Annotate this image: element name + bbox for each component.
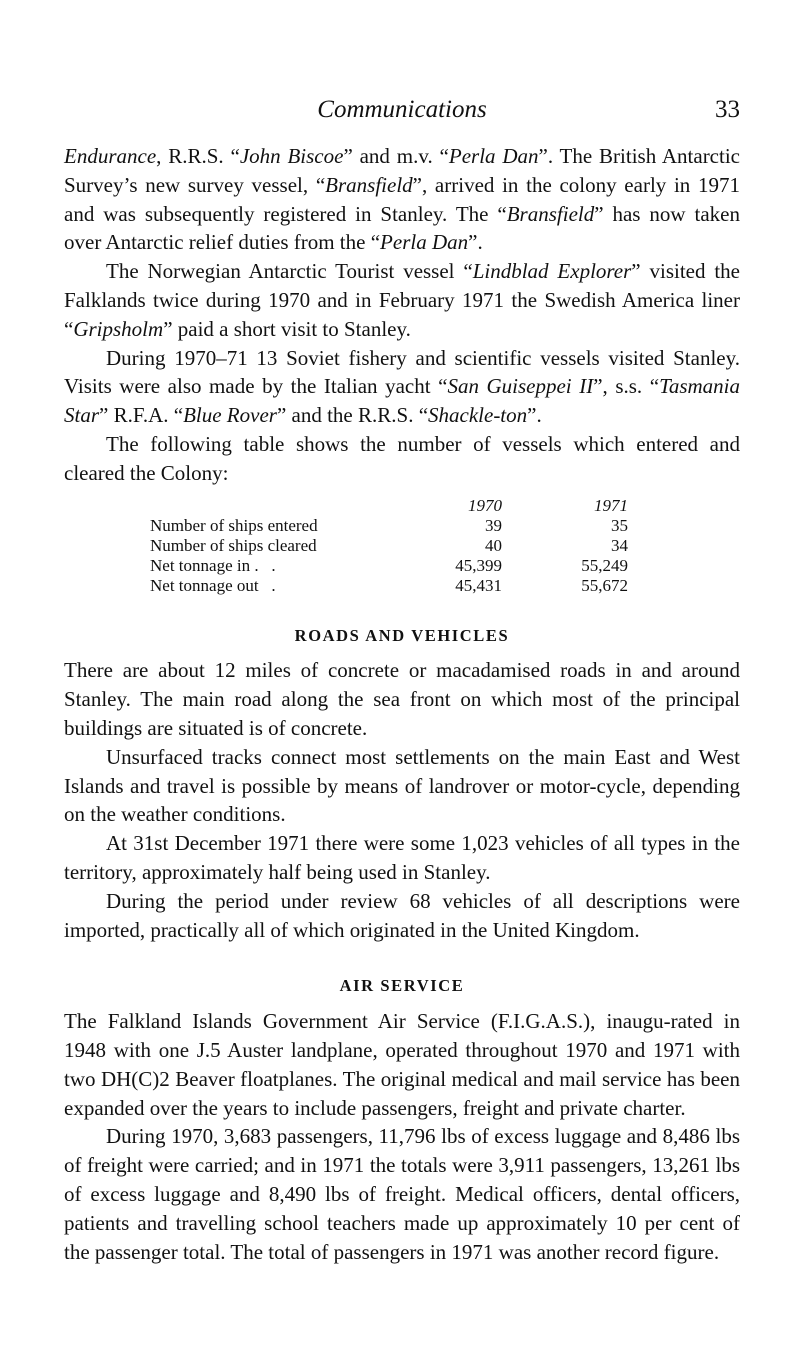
paragraph-air-2: During 1970, 3,683 passengers, 11,796 lbs of excess luggage and 8,486 lbs of freight were carried; and in 1971 the totals were 3,911 passengers, 13,261 lbs of excess luggage and 8,490 lbs of freight. Medical officers, dental officers, patients and travelling school teachers made up approximately 10 per cent of the passenger total. The total of passengers in 1971 was another record figure. — [64, 1124, 740, 1264]
paragraph-roads-1: There are about 12 miles of concrete or macadamised roads in and around Stanley. The main road along the sea front on which most of the principal buildings are situated is of concrete. — [64, 658, 740, 740]
text-run: During 1970–71 13 Soviet fishery and scientific vessels visited Stanley. Visits were also made by the Italian yacht “ — [64, 345, 740, 399]
table-header-row — [150, 496, 628, 516]
ship-name: Lindblad Explorer — [472, 259, 632, 284]
text-run: ”. — [468, 230, 483, 255]
cell-1970: 40 — [485, 535, 502, 555]
text-run: ” R.F.A. “ — [99, 403, 184, 428]
paragraph-roads-2: Unsurfaced tracks connect most settlements on the main East and West Islands and travel is possible by means of landrover or motor-cycle, depending on the weather conditions. — [64, 744, 740, 827]
text-run: , R.R.S. “ — [156, 144, 240, 168]
text-run: ” and the R.R.S. “ — [276, 403, 429, 428]
row-label: Number of ships entered — [150, 515, 318, 535]
text-run: ”, arrived in the colony early in 1971 and was subsequently registered in Stanley. The “ — [64, 172, 741, 226]
ship-name: Bransfield — [325, 172, 413, 197]
ship-name: Perla Dan — [448, 144, 539, 168]
cell-1971: 55,672 — [581, 575, 628, 595]
ship-name: Gripsholm — [73, 316, 164, 341]
text-run: ” has now taken over Antarctic relief duties from the “ — [64, 201, 740, 255]
table-row — [150, 556, 628, 576]
row-label: Net tonnage out . — [150, 575, 276, 595]
column-header-1971: 1971 — [594, 495, 628, 515]
ship-name: Blue Rover — [183, 403, 277, 428]
text-run: ”, s.s. “ — [593, 374, 660, 399]
vessels-table — [150, 496, 628, 596]
paragraph-air-1: The Falkland Islands Government Air Service (F.I.G.A.S.), inaugu-rated in 1948 with one J.5 Auster landplane, operated throughout 1970 and 1971 with two DH(C)2 Beaver floatplanes. The original medical and mail service has been expanded over the years to include passengers, freight and private charter. — [64, 1009, 740, 1120]
cell-1971: 35 — [611, 515, 628, 535]
ship-name: San Guiseppei II — [447, 374, 594, 399]
running-title: Communications — [317, 96, 487, 123]
text-run: The Norwegian Antarctic Tourist vessel “ — [106, 259, 473, 284]
page-body — [64, 142, 740, 1266]
page-number: 33 — [715, 96, 740, 123]
ship-name: Endurance — [64, 144, 157, 168]
section-heading-roads: ROADS AND VEHICLES — [294, 625, 510, 645]
table-row — [150, 516, 628, 536]
paragraph-roads-4: During the period under review 68 vehicles of all descriptions were imported, practically all of which originated in the United Kingdom. — [64, 888, 740, 942]
cell-1971: 55,249 — [581, 555, 628, 575]
ship-name: Bransfield — [506, 201, 595, 226]
paragraph-table-intro: The following table shows the number of vessels which entered and cleared the Colony: — [64, 431, 740, 485]
section-heading-air: AIR SERVICE — [339, 976, 465, 996]
paragraph-vessels-3 — [64, 344, 740, 430]
ship-name: John Biscoe — [239, 144, 344, 168]
ship-name: Tasmania Star — [64, 374, 740, 428]
page-header — [64, 92, 740, 132]
paragraph-roads-3: At 31st December 1971 there were some 1,023 vehicles of all types in the territory, approximately half being used in Stanley. — [64, 831, 740, 884]
ship-name: Shackle-ton — [428, 403, 528, 428]
paragraph-vessels-1 — [64, 142, 740, 257]
cell-1970: 39 — [485, 515, 502, 535]
text-run: ” visited the Falklands twice during 1970 and in February 1971 the Swedish America liner “ — [64, 259, 740, 341]
cell-1970: 45,431 — [455, 575, 502, 595]
ship-name: Perla Dan — [380, 230, 469, 255]
table-row — [150, 576, 628, 596]
text-run: ” paid a short visit to Stanley. — [163, 316, 411, 341]
text-run: ”. — [527, 403, 542, 428]
text-run: ”. The British Antarctic Survey’s new survey vessel, “ — [64, 144, 740, 197]
text-run: ” and m.v. “ — [343, 144, 449, 168]
cell-1970: 45,399 — [455, 555, 502, 575]
cell-1971: 34 — [611, 535, 628, 555]
column-header-1970: 1970 — [468, 495, 502, 515]
paragraph-vessels-2 — [64, 257, 740, 343]
row-label: Net tonnage in . . — [150, 555, 276, 575]
table-row — [150, 536, 628, 556]
row-label: Number of ships cleared — [150, 535, 317, 555]
